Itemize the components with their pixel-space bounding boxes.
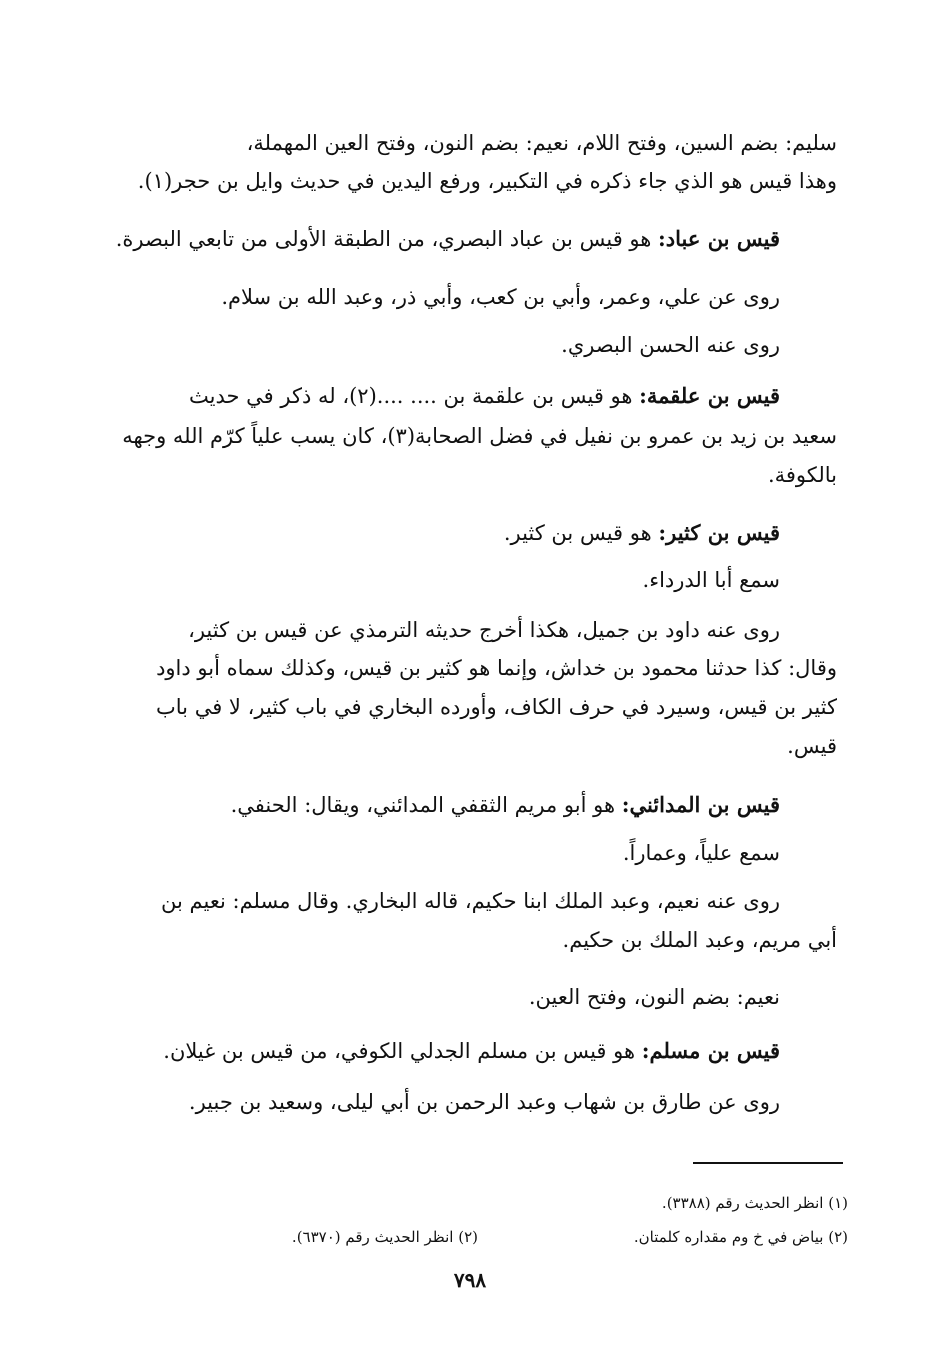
text-line [643,565,780,595]
text-content: روى عنه نعيم، وعبد الملك ابنا حكيم، قاله البخاري. وقال مسلم: نعيم بن [161,889,780,913]
text-content: أبي مريم، وعبد الملك بن حكيم. [562,928,837,952]
text-line [787,731,837,761]
text-line [189,1087,780,1117]
text-line [188,615,780,645]
text-line [221,282,780,312]
text-line [247,128,837,158]
text-content: بالكوفة. [767,463,837,487]
entry-line [231,790,780,820]
text-content: نعيم: بضم النون، وفتح العين. [528,985,780,1009]
text-line [161,886,780,916]
entry-heading: قيس بن كثير: [658,520,780,545]
text-content: هو قيس بن مسلم الجدلي الكوفي، من قيس بن غيلان. [163,1039,642,1063]
entry-line [116,224,780,254]
text-content: روى عنه الحسن البصري. [561,333,780,357]
text-line [768,460,837,490]
footnote-text: (١) انظر الحديث رقم (٣٣٨٨). [661,1194,848,1212]
text-content: هو أبو مريم الثقفي المدائني، ويقال: الحنفي. [230,793,622,817]
entry-heading: قيس بن عباد: [658,226,780,251]
footnote [662,1192,848,1214]
text-content: هو قيس بن علقمة بن .... ....(٢)، له ذكر في حديث [189,384,640,408]
entry-heading: قيس بن علقمة: [639,383,780,408]
footnote [292,1226,478,1248]
entry-line [163,1036,780,1066]
entry-line [504,518,780,548]
text-content: روى عنه داود بن جميل، هكذا أخرج حديثه الترمذي عن قيس بن كثير، [188,618,780,642]
entry-heading: قيس بن مسلم: [641,1038,780,1063]
text-content: هو قيس بن كثير. [503,521,659,545]
text-line [122,421,837,451]
text-content: روى عن طارق بن شهاب وعبد الرحمن بن أبي ليلى، وسعيد بن جبير. [188,1090,780,1114]
text-line [156,692,837,722]
footnote-separator [693,1162,843,1164]
footnote-text: (٢) بياض في خ وم مقداره كلمتان. [633,1228,848,1246]
text-content: سمع أبا الدرداء. [642,568,780,592]
entry-line [189,381,780,411]
entry-heading: قيس بن المدائني: [621,792,780,817]
text-line [563,925,837,955]
footnote-text: (٢) انظر الحديث رقم (٦٣٧٠). [291,1228,478,1246]
page-number: ٧٩٨ [453,1268,487,1292]
text-content: كثير بن قيس، وسيرد في حرف الكاف، وأورده البخاري في باب كثير، لا في باب [156,695,837,719]
text-line [156,653,837,683]
text-content: وهذا قيس هو الذي جاء ذكره في التكبير، ورفع اليدين في حديث وايل بن حجر(١). [137,169,837,193]
text-line [561,330,780,360]
text-line [529,982,780,1012]
text-content: وقال: كذا حدثنا محمود بن خداش، وإنما هو كثير بن قيس، وكذلك سماه أبو داود [156,656,837,680]
text-content: سمع علياً، وعماراً. [622,841,780,865]
text-content: هو قيس بن عباد البصري، من الطبقة الأولى من تابعي البصرة. [115,227,659,251]
text-line [623,838,780,868]
text-line [138,166,837,196]
footnote [634,1226,848,1248]
text-content: سليم: بضم السين، وفتح اللام، نعيم: بضم النون، وفتح العين المهملة، [246,131,837,155]
text-content: روى عن علي، وعمر، وأبي بن كعب، وأبي ذر، وعبد الله بن سلام. [221,285,780,309]
text-content: سعيد بن زيد بن عمرو بن نفيل في فضل الصحابة(٣)، كان يسب علياً كرّم الله وجهه [122,424,837,448]
text-content: قيس. [787,734,837,758]
